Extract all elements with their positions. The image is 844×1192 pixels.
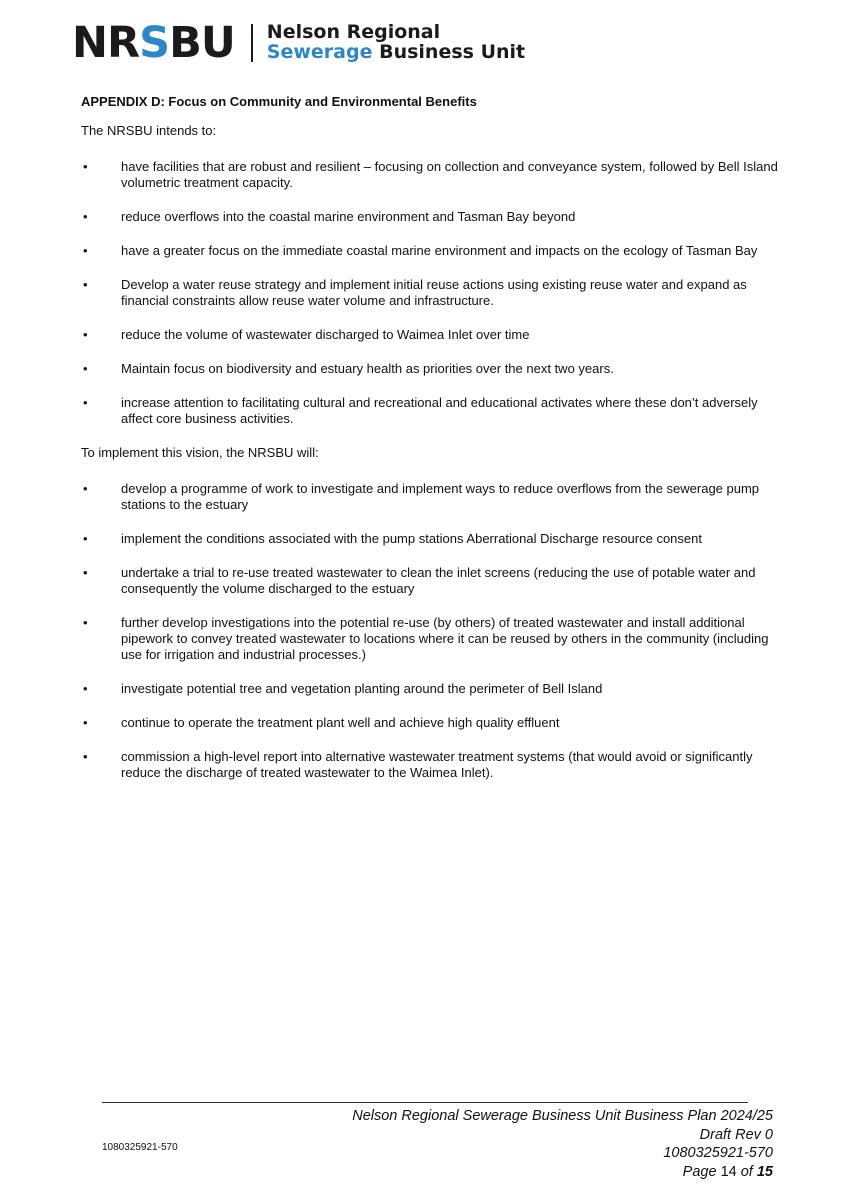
action-item (81, 749, 781, 781)
intent-item-text: reduce the volume of wastewater discharged to Waimea Inlet over time (121, 327, 530, 342)
action-item (81, 481, 781, 513)
intro-intends: The NRSBU intends to: (81, 123, 217, 138)
action-item (81, 615, 781, 663)
org-name-line-2 (267, 43, 525, 63)
bullet-icon: • (83, 327, 88, 342)
action-item-text: further develop investigations into the potential re-use (by others) of treated wastewater and install additional pipework to convey treated wastewater to locations where it can be reused by others in the community (including use for irrigation and industrial processes.) (121, 615, 769, 662)
intent-item-text: have facilities that are robust and resilient – focusing on collection and conveyance system, followed by Bell Island volumetric treatment capacity. (121, 159, 778, 190)
bullet-icon: • (83, 531, 88, 546)
action-item (81, 531, 781, 547)
intent-item (81, 209, 781, 225)
intent-item (81, 327, 781, 343)
footer-title: Nelson Regional Sewerage Business Unit Business Plan 2024/25 (352, 1108, 773, 1124)
bullet-icon: • (83, 615, 88, 630)
page-total: 15 (756, 1163, 773, 1180)
bullet-icon: • (83, 749, 88, 764)
intent-item (81, 277, 781, 309)
bullet-icon: • (83, 395, 88, 410)
bullet-icon: • (83, 481, 88, 496)
of-label: of (740, 1163, 753, 1180)
intent-item (81, 361, 781, 377)
bullet-icon: • (83, 209, 88, 224)
bullet-icon: • (83, 361, 88, 376)
footer-doc-id-right: 1080325921-570 (663, 1145, 773, 1161)
page-label: Page (682, 1163, 717, 1180)
bullet-icon: • (83, 715, 88, 730)
footer-doc-id-left: 1080325921-570 (102, 1142, 178, 1153)
bullet-icon: • (83, 681, 88, 696)
intent-item (81, 395, 781, 427)
org-name-line-1: Nelson Regional (266, 21, 441, 44)
org-name-business-unit: Business Unit (372, 41, 526, 63)
nrsbu-logo (72, 18, 525, 68)
intents-list (81, 159, 781, 427)
appendix-heading: APPENDIX D: Focus on Community and Environmental Benefits (81, 94, 477, 109)
bullet-icon: • (83, 277, 88, 292)
intent-item-text: increase attention to facilitating cultural and recreational and educational activates where these don’t adversely affect core business activities. (121, 395, 758, 426)
logo-wordmark (72, 17, 235, 68)
action-item-text: commission a high-level report into alternative wastewater treatment systems (that would avoid or significantly reduce the discharge of treated wastewater to the Waimea Inlet). (121, 749, 753, 780)
footer-info (352, 1107, 773, 1181)
actions-list (81, 481, 781, 781)
bullet-icon: • (83, 565, 88, 580)
action-item-text: undertake a trial to re-use treated wastewater to clean the inlet screens (reducing the use of potable water and consequently the volume discharged to the estuary (121, 565, 756, 596)
logo-part-3: BU (169, 17, 235, 68)
intent-item-text: Maintain focus on biodiversity and estuary health as priorities over the next two years. (121, 361, 614, 376)
action-item-text: continue to operate the treatment plant well and achieve high quality effluent (121, 715, 560, 730)
logo-divider (251, 24, 253, 62)
intent-item (81, 159, 781, 191)
intent-item (81, 243, 781, 259)
intent-item-text: have a greater focus on the immediate coastal marine environment and impacts on the ecology of Tasman Bay (121, 243, 758, 258)
footer-rule (102, 1102, 748, 1103)
intent-item-text: reduce overflows into the coastal marine environment and Tasman Bay beyond (121, 209, 576, 224)
action-item-text: investigate potential tree and vegetation planting around the perimeter of Bell Island (121, 681, 603, 696)
org-name-sewerage: Sewerage (266, 41, 373, 63)
action-item (81, 565, 781, 597)
action-item (81, 715, 781, 731)
intro-implement: To implement this vision, the NRSBU will: (81, 445, 319, 460)
logo-part-1: NR (72, 17, 140, 68)
logo-org-name (267, 23, 525, 63)
bullet-icon: • (83, 243, 88, 258)
action-item-text: implement the conditions associated with the pump stations Aberrational Discharge resource consent (121, 531, 702, 546)
action-item-text: develop a programme of work to investigate and implement ways to reduce overflows from the sewerage pump stations to the estuary (121, 481, 760, 512)
page-current: 14 (720, 1163, 737, 1180)
bullet-icon: • (83, 159, 88, 174)
intent-item-text: Develop a water reuse strategy and implement initial reuse actions using existing reuse water and expand as financial constraints allow reuse water volume and infrastructure. (121, 277, 747, 308)
footer-page-number (352, 1163, 773, 1182)
action-item (81, 681, 781, 697)
document-body (81, 94, 781, 799)
footer-revision: Draft Rev 0 (699, 1126, 773, 1143)
logo-part-2: S (139, 17, 170, 68)
